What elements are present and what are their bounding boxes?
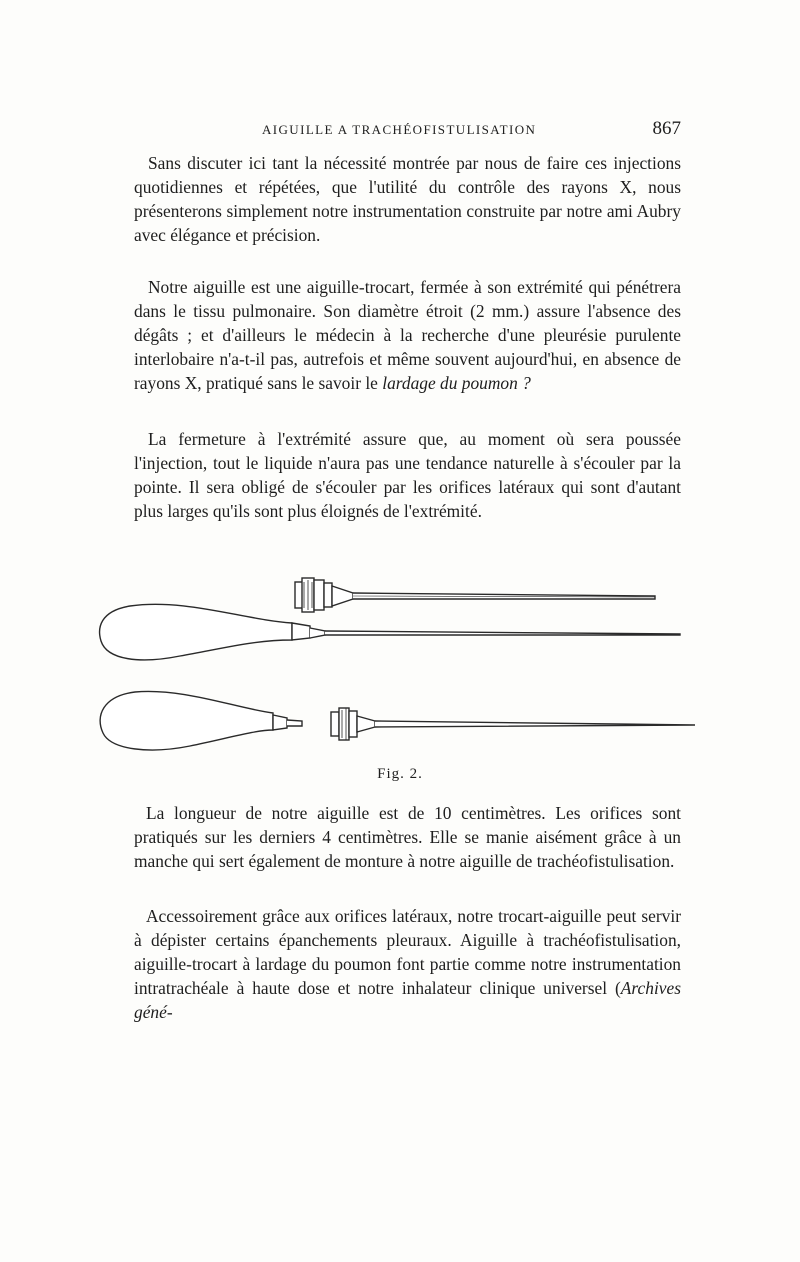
assembled-handle-icon xyxy=(100,604,680,660)
needle-top-icon xyxy=(295,578,655,612)
paragraph-1-text: Sans discuter ici tant la nécessité montrée par nous de faire ces injections quotidiennes et répétées, que l'utilité du contrôle des rayons X, nous présenterons simplement notre instrumentation construite par notre ami Aubry avec élégance et précision. xyxy=(134,153,681,245)
paragraph-1 xyxy=(134,151,681,247)
page-number: 867 xyxy=(652,118,681,139)
paragraph-3-text: La fermeture à l'extrémité assure que, au moment où sera poussée l'injection, tout le liquide n'aura pas une tendance naturelle à s'écouler par la pointe. Il sera obligé de s'écouler par les orifices latéraux qui sont d'autant plus larges qu'ils sont plus éloignés de l'extrémité. xyxy=(134,429,681,521)
paragraph-5 xyxy=(134,904,681,1024)
handle-with-stylet-icon xyxy=(100,691,302,749)
figure-caption: Fig. 2. xyxy=(377,766,423,782)
paragraph-2 xyxy=(134,275,681,395)
running-title: AIGUILLE A TRACHÉOFISTULISATION xyxy=(262,122,537,137)
paragraph-2-text: Notre aiguille est une aiguille-trocart, fermée à son extrémité qui pénétrera dans le tissu pulmonaire. Son diamètre étroit (2 mm.) assure l'absence des dégâts ; et d'ailleurs le médecin à la recherche d'une pleurésie purulente interlobaire n'a-t-il pas, autrefois et même souvent aujourd'hui, en absence de rayons X, pratiqué sans le savoir le xyxy=(134,277,681,393)
needle-bottom-icon xyxy=(331,708,695,740)
figure-needle-illustration xyxy=(95,568,705,768)
paragraph-2-italic: lardage du poumon ? xyxy=(382,373,531,393)
needle-drawing xyxy=(95,568,705,768)
paragraph-3 xyxy=(134,427,681,523)
paragraph-5-italic: Archives géné- xyxy=(134,978,681,1022)
paragraph-5-text: Accessoirement grâce aux orifices latéraux, notre trocart-aiguille peut servir à dépister certains épanchements pleuraux. Aiguille à trachéofistulisation, aiguille-trocart à lardage du poumon font partie comme notre instrumentation intratrachéale à haute dose et notre inhalateur clinique universel ( xyxy=(134,906,681,998)
paragraph-4-text: La longueur de notre aiguille est de 10 centimètres. Les orifices sont pratiqués sur les derniers 4 centimètres. Elle se manie aisément grâce à un manche qui sert également de monture à notre aiguille de trachéofistulisation. xyxy=(134,803,681,871)
running-header xyxy=(134,118,681,142)
paragraph-4 xyxy=(134,801,681,873)
